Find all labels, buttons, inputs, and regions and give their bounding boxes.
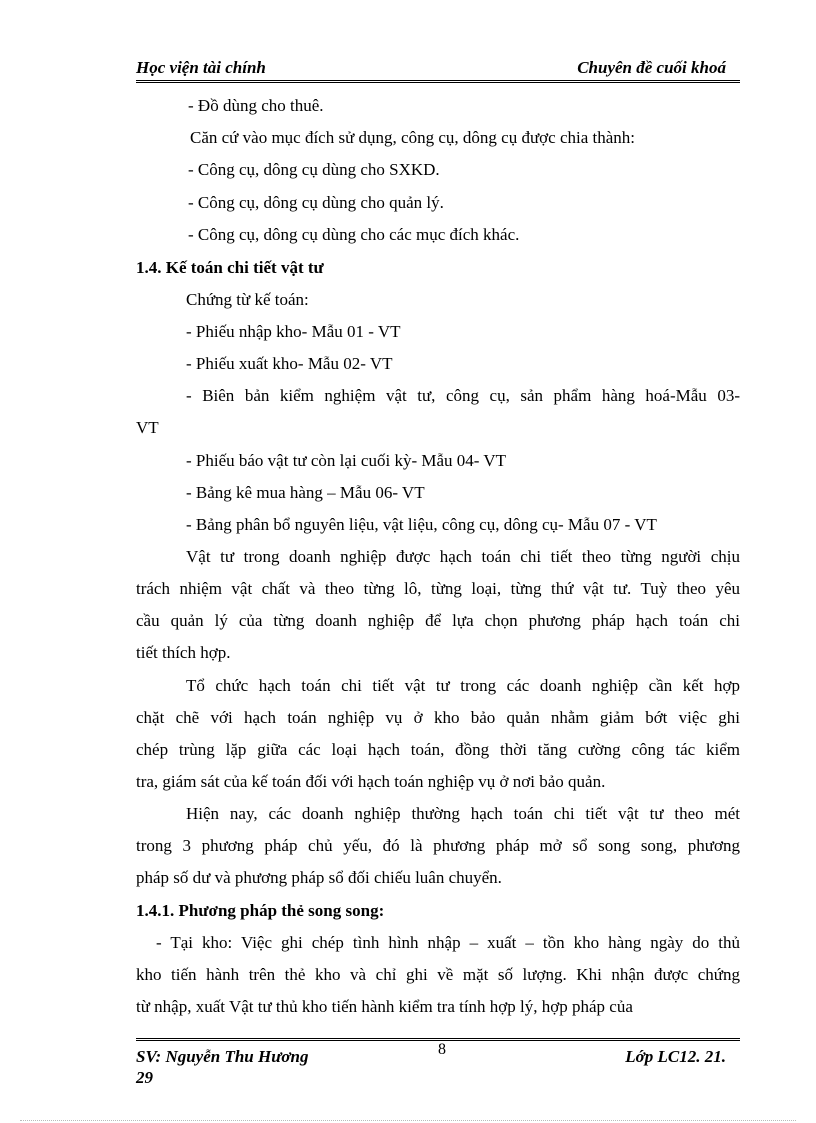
paragraph-line: Vật tư trong doanh nghiệp được hạch toán chi tiết theo từng người chịu bbox=[186, 547, 740, 566]
paragraph-line: pháp số dư và phương pháp sổ đối chiếu luân chuyển. bbox=[136, 868, 502, 887]
footer-class: Lớp LC12. 21. bbox=[625, 1047, 726, 1066]
body-line: Chứng từ kế toán: bbox=[186, 290, 309, 309]
header-document-type: Chuyên đề cuối khoá bbox=[577, 58, 726, 77]
subsection-heading: 1.4.1. Phương pháp thẻ song song: bbox=[136, 901, 385, 920]
list-item: - Phiếu báo vật tư còn lại cuối kỳ- Mẫu 04- VT bbox=[186, 451, 507, 470]
page-footer bbox=[136, 1038, 740, 1087]
body-line: - Công cụ, dông cụ dùng cho các mục đích khác. bbox=[188, 225, 520, 244]
page-number: 8 bbox=[438, 1041, 446, 1058]
list-item: - Phiếu nhập kho- Mẫu 01 - VT bbox=[186, 322, 401, 341]
paragraph-line: chặt chẽ với hạch toán nghiệp vụ ở kho bảo quản nhằm giảm bớt việc ghi bbox=[136, 708, 740, 727]
list-item: - Biên bản kiểm nghiệm vật tư, công cụ, sản phẩm hàng hoá-Mẫu 03- bbox=[186, 386, 740, 405]
paragraph-line: Hiện nay, các doanh nghiệp thường hạch toán chi tiết vật tư theo mét bbox=[186, 804, 740, 823]
paragraph-line: trách nhiệm vật chất và theo từng lô, từng loại, từng thứ vật tư. Tuỳ theo yêu bbox=[136, 579, 740, 598]
paragraph-line: Tổ chức hạch toán chi tiết vật tư trong các doanh nghiệp cần kết hợp bbox=[186, 676, 740, 695]
footer-student-name: SV: Nguyễn Thu Hương bbox=[136, 1047, 309, 1066]
paragraph-line: tra, giám sát của kế toán đối với hạch toán nghiệp vụ ở nơi bảo quản. bbox=[136, 772, 606, 791]
body-line: - Công cụ, dông cụ dùng cho quản lý. bbox=[188, 193, 444, 212]
page-bottom-border bbox=[20, 1120, 796, 1121]
list-item: - Bảng phân bổ nguyên liệu, vật liệu, công cụ, dông cụ- Mẫu 07 - VT bbox=[186, 515, 657, 534]
paragraph-line: trong 3 phương pháp chủ yếu, đó là phương pháp mở sổ song song, phương bbox=[136, 836, 740, 855]
body-line: - Công cụ, dông cụ dùng cho SXKD. bbox=[188, 160, 440, 179]
list-item-continued: VT bbox=[136, 418, 159, 437]
list-item: - Phiếu xuất kho- Mẫu 02- VT bbox=[186, 354, 393, 373]
paragraph-line: - Tại kho: Việc ghi chép tình hình nhập – xuất – tồn kho hàng ngày do thủ bbox=[156, 933, 740, 952]
body-line: - Đồ dùng cho thuê. bbox=[188, 96, 324, 115]
paragraph-line: cầu quản lý của từng doanh nghiệp để lựa chọn phương pháp hạch toán chi bbox=[136, 611, 740, 630]
header-institution: Học viện tài chính bbox=[136, 58, 266, 77]
body-line: Căn cứ vào mục đích sử dụng, công cụ, dông cụ được chia thành: bbox=[190, 128, 635, 147]
section-heading: 1.4. Kế toán chi tiết vật tư bbox=[136, 258, 324, 277]
list-item: - Bảng kê mua hàng – Mẫu 06- VT bbox=[186, 483, 425, 502]
footer-student-name-cont: 29 bbox=[136, 1068, 153, 1087]
paragraph-line: kho tiến hành trên thẻ kho và chỉ ghi về mặt số lượng. Khi nhận được chứng bbox=[136, 965, 740, 984]
paragraph-line: từ nhập, xuất Vật tư thủ kho tiến hành kiểm tra tính hợp lý, hợp pháp của bbox=[136, 997, 633, 1016]
paragraph-line: tiết thích hợp. bbox=[136, 643, 231, 662]
paragraph-line: chép trùng lặp giữa các loại hạch toán, đồng thời tăng cường công tác kiểm bbox=[136, 740, 740, 759]
page-header bbox=[136, 58, 740, 83]
